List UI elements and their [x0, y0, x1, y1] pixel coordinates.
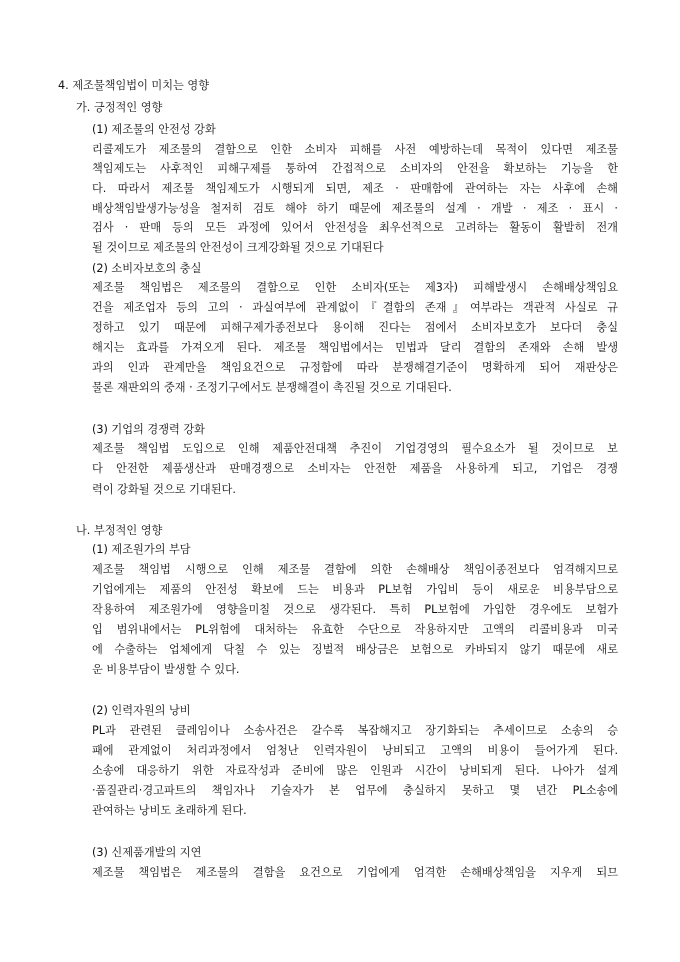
paragraph-line: 작용하여 제조원가에 영향을미칠 것으로 생각된다. 특히 PL보험에 가입한 경우에도 보험가 [92, 603, 618, 616]
paragraph-line: 제조물 책임법 도입으로 인해 제품안전대책 추진이 기업경영의 필수요소가 될 것이므로 보 [92, 442, 618, 455]
paragraph-line: 과의 인과 관계만을 책임요건으로 규정함에 따라 분쟁해결기준이 명확하게 되어 재판상은 [92, 361, 618, 374]
paragraph-line: 책임제도는 사후적인 피해구제를 통하여 간접적으로 소비자의 안전을 확보하는 기능을 한 [92, 162, 618, 175]
paragraph-line: 입 범위내에서는 PL위험에 대처하는 유효한 수단으로 작용하지만 고액의 리콜비용과 미국 [92, 623, 618, 636]
paragraph-line: 될 것이므로 제조물의 안전성이 크게강화될 것으로 기대된다 [92, 241, 384, 254]
item-title-competitiveness: (3) 기업의 경쟁력 강화 [92, 423, 205, 436]
item-title-safety: (1) 제조물의 안전성 강화 [92, 123, 216, 136]
paragraph-line: ·품질관리·경고파트의 책임자나 기술자가 본 업무에 충실하지 못하고 몇 년간 PL소송에 [92, 784, 618, 797]
paragraph-line: 제조물 책임법 시행으로 인해 제조물 결함에 의한 손해배상 책임이종전보다 엄격해지므로 [92, 563, 618, 576]
paragraph-line: 에 수출하는 업체에게 닥칠 수 있는 징벌적 배상금은 보험으로 카바되지 않기 때문에 새로 [92, 643, 618, 656]
paragraph-line: 다. 따라서 제조물 책임제도가 시행되게 되면, 제조 · 판매함에 관여하는 자는 사후에 손해 [92, 182, 618, 195]
paragraph-line: 다 안전한 제품생산과 판매경쟁으로 소비자는 안전한 제품을 사용하게 되고, 기업은 경쟁 [92, 462, 618, 475]
section-title: 4. 제조물책임법이 미치는 영향 [58, 79, 210, 92]
paragraph-line: 패에 관계없이 처리과정에서 엄청난 인력자원이 낭비되고 고액의 비용이 들어가게 된다. [92, 744, 618, 757]
paragraph-line: 제조물 책임법은 제조물의 결함을 요건으로 기업에게 엄격한 손해배상책임을 지우게 되므 [92, 866, 618, 879]
negative-heading: 나. 부정적인 영향 [76, 524, 163, 537]
item-title-cost: (1) 제조원가의 부담 [92, 543, 191, 556]
positive-heading: 가. 긍정적인 영향 [76, 101, 163, 114]
paragraph-line: 검사 · 판매 등의 모든 과정에 있어서 안전성을 최우선적으로 고려하는 활동이 활발히 전개 [92, 221, 618, 234]
paragraph-line: 리콜제도가 제조물의 결함으로 인한 소비자 피해를 사전 예방하는데 목적이 있다면 제조물 [92, 143, 618, 156]
item-title-new-product: (3) 신제품개발의 지연 [92, 846, 202, 859]
paragraph-line: 정하고 있기 때문에 피해구제가종전보다 용이해 진다는 점에서 소비자보호가 보다더 충실 [92, 321, 618, 334]
paragraph-line: 관여하는 낭비도 초래하게 된다. [92, 804, 247, 817]
paragraph-line: 소송에 대응하기 위한 자료작성과 준비에 많은 인원과 시간이 낭비되게 된다. 나아가 설계 [92, 764, 618, 777]
paragraph-line: PL과 관련된 클레임이나 소송사건은 갈수록 복잡해지고 장기화되는 추세이므로 소송의 승 [92, 724, 618, 737]
paragraph-line: 물론 재판외의 중재 · 조정기구에서도 분쟁해결이 촉진될 것으로 기대된다. [92, 381, 452, 394]
paragraph-line: 기업에게는 제품의 안전성 확보에 드는 비용과 PL보험 가입비 등이 새로운 비용부담으로 [92, 583, 618, 596]
paragraph-line: 제조물 책임법은 제조물의 결함으로 인한 소비자(또는 제3자) 피해발생시 손해배상책임요 [92, 281, 618, 294]
item-title-manpower: (2) 인력자원의 낭비 [92, 704, 191, 717]
paragraph-line: 건을 제조업자 등의 고의 · 과실여부에 관계없이『결함의 존재』여부라는 객관적 사실로 규 [92, 301, 618, 314]
paragraph-line: 해지는 효과를 가져오게 된다. 제조물 책임법에서는 민법과 달리 결함의 존재와 손해 발생 [92, 341, 618, 354]
paragraph-line: 운 비용부담이 발생할 수 있다. [92, 663, 240, 676]
paragraph-line: 력이 강화될 것으로 기대된다. [92, 483, 236, 496]
item-title-consumer: (2) 소비자보호의 충실 [92, 262, 202, 275]
paragraph-line: 배상책임발생가능성을 철저히 검토 해야 하기 때문에 제조물의 설계 · 개발 · 제조 · 표시 · [92, 202, 618, 215]
